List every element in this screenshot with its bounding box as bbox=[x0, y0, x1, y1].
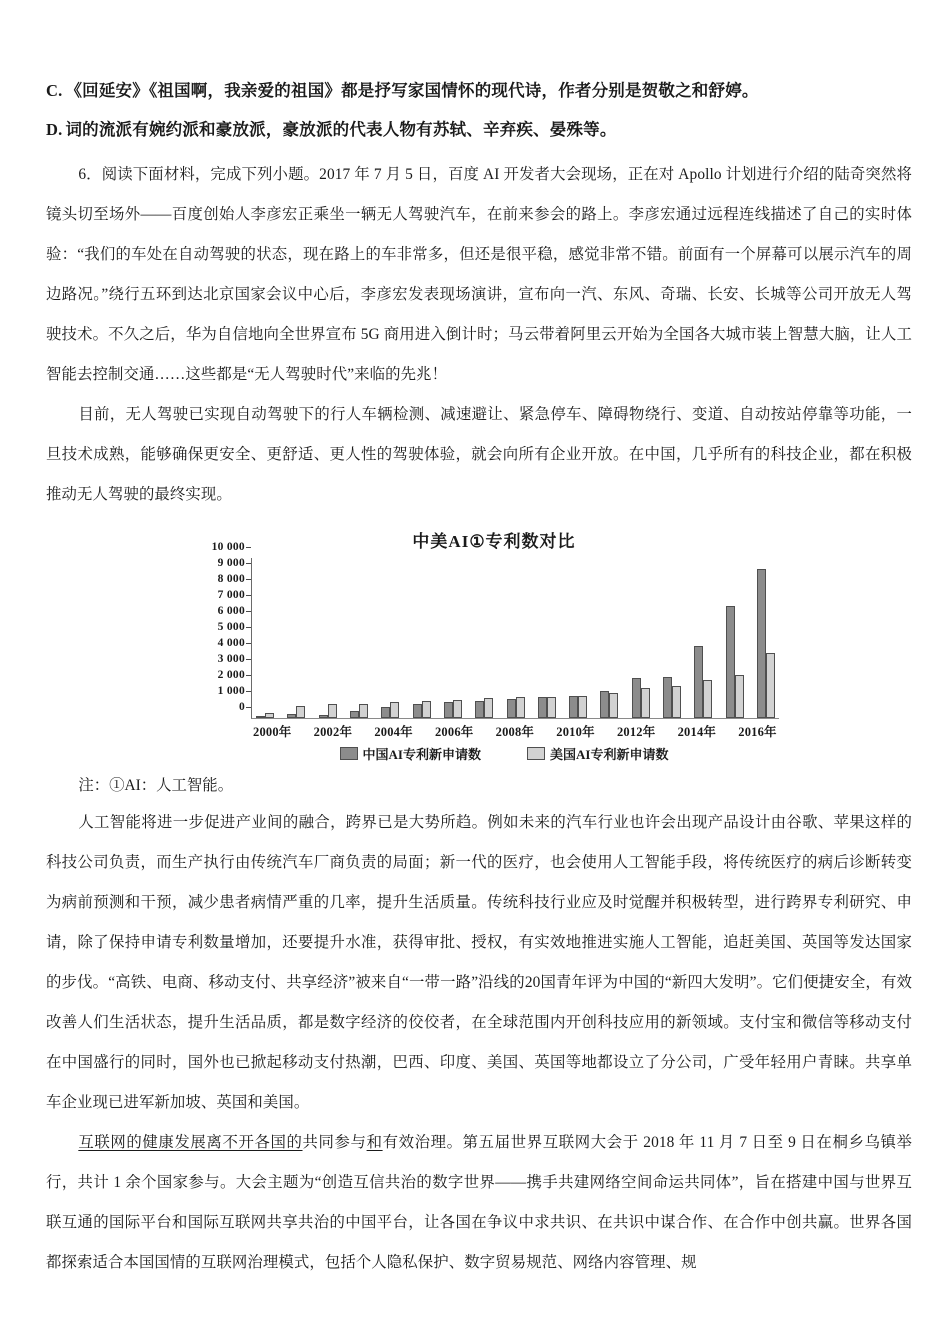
y-axis-tick: 7 000 bbox=[218, 589, 245, 601]
bar-usa bbox=[453, 700, 462, 718]
legend-label: 美国AI专利新申请数 bbox=[550, 747, 669, 763]
y-axis bbox=[179, 541, 251, 719]
x-axis-tick-label: 2002年 bbox=[313, 725, 353, 740]
legend-label: 中国AI专利新申请数 bbox=[362, 747, 481, 763]
underlined-phrase-b: 和 bbox=[366, 1134, 383, 1152]
option-d-letter: D. bbox=[46, 119, 63, 139]
bar-china bbox=[413, 704, 422, 718]
bar-china bbox=[694, 646, 703, 718]
y-axis-tick: 2 000 bbox=[218, 669, 245, 681]
legend-item bbox=[527, 744, 668, 763]
bar-china bbox=[632, 678, 641, 718]
bar-group bbox=[256, 558, 274, 718]
bar-usa bbox=[641, 688, 650, 718]
bar-group bbox=[350, 558, 368, 718]
bar-usa bbox=[359, 704, 368, 718]
chart-bars bbox=[251, 558, 779, 719]
chart-figure bbox=[46, 527, 912, 763]
option-c-letter: C. bbox=[46, 81, 63, 100]
bar-group bbox=[757, 558, 775, 718]
bar-usa bbox=[516, 697, 525, 718]
option-c-text: 《回延安》《祖国啊，我亲爱的祖国》都是抒写家国情怀的现代诗，作者分别是贺敬之和舒婷。 bbox=[65, 81, 759, 100]
bar-china bbox=[287, 714, 296, 718]
x-axis-tick-label: 2006年 bbox=[434, 725, 474, 740]
option-c bbox=[46, 78, 912, 104]
bar-usa bbox=[578, 696, 587, 718]
paragraph-current-status: 目前，无人驾驶已实现自动驾驶下的行人车辆检测、减速避让、紧急停车、障碍物绕行、变道、自动按站停靠等功能，一旦技术成熟，能够确保更安全、更舒适、更人性的驾驶体验，就会向所有企业开放。在中国，几乎所有的科技企业，都在积极推动无人驾驶的最终实现。 bbox=[46, 406, 912, 504]
bar-usa bbox=[766, 653, 775, 719]
bar-china bbox=[256, 716, 265, 718]
paragraph-internet-governance bbox=[46, 1123, 912, 1283]
bar-usa bbox=[547, 697, 556, 718]
bar-usa bbox=[328, 704, 337, 718]
paragraph-ai-industry: 人工智能将进一步促进产业间的融合，跨界已是大势所趋。例如未来的汽车行业也许会出现产品设计由谷歌、苹果这样的科技公司负责，而生产执行由传统汽车厂商负责的局面；新一代的医疗，也会使用人工智能手段，将传统医疗的病后诊断转变为病前预测和干预，减少患者病情严重的几率，提升生活质量。传统科技行业应及时觉醒并积极转型，进行跨界专利研究、申请，除了保持申请专利数量增加，还要提升水准，获得审批、授权，有实效地推进实施人工智能，追赶美国、英国等发达国家的步伐。“高铁、电商、移动支付、共享经济”被来自“一带一路”沿线的20国青年评为中国的“新四大发明”。它们便捷安全，有效改善人们生活状态，提升生活品质，都是数字经济的佼佼者，在全球范围内开创科技应用的新领域。支付宝和微信等移动支付在中国盛行的同时，国外也已掀起移动支付热潮，巴西、印度、美国、英国等地都设立了分公司，广受年轻用户青睐。共享单车企业现已进军新加坡、英国和美国。 bbox=[46, 814, 912, 1112]
bar-china bbox=[319, 715, 328, 718]
bar-group bbox=[632, 558, 650, 718]
bar-usa bbox=[484, 698, 493, 718]
bar-usa bbox=[609, 693, 618, 719]
bar-group bbox=[507, 558, 525, 718]
x-axis-tick-label: 2016年 bbox=[738, 725, 777, 740]
x-axis-tick-label: 2000年 bbox=[253, 725, 292, 740]
y-axis-tick: 8 000 bbox=[218, 573, 245, 585]
y-axis-tick: 3 000 bbox=[218, 653, 245, 665]
bar-group bbox=[538, 558, 556, 718]
bar-usa bbox=[296, 706, 305, 718]
bar-china bbox=[726, 606, 735, 718]
y-axis-tick: 6 000 bbox=[218, 605, 245, 617]
y-axis-tick: 0 bbox=[239, 701, 245, 713]
bar-china bbox=[444, 702, 453, 718]
y-axis-tick: 1 000 bbox=[218, 685, 245, 697]
bar-china bbox=[350, 711, 359, 718]
internet-rest-text: 有效治理。第五届世界互联网大会于 2018 年 11 月 7 日至 9 日在桐乡乌镇举行，共计 1 余个国家参与。大会主题为“创造互信共治的数字世界——携手共建网络空间命运共同体”，旨在搭建中国与世界互联互通的国际平台和国际互联网共享共治的中国平台，让各国在争议中求共识、在共识中谋合作、在合作中创共赢。世界各国都探索适合本国国情的互联网治理模式，包括个人隐私保护、数字贸易规范、网络内容管理、规 bbox=[46, 1134, 912, 1272]
bar-group bbox=[600, 558, 618, 718]
x-axis-tick-label: 2012年 bbox=[616, 725, 656, 740]
y-axis-tick: 4 000 bbox=[218, 637, 245, 649]
bar-group bbox=[569, 558, 587, 718]
bar-china bbox=[757, 569, 766, 718]
x-axis-labels bbox=[251, 722, 779, 740]
bar-usa bbox=[735, 675, 744, 718]
bar-china bbox=[569, 696, 578, 718]
bar-chart bbox=[179, 527, 779, 763]
chart-legend bbox=[229, 744, 779, 763]
legend-item bbox=[340, 744, 481, 763]
bar-group bbox=[726, 558, 744, 718]
underlined-phrase-a: 互联网的健康发展离不开各国的 bbox=[78, 1134, 303, 1152]
bar-group bbox=[694, 558, 712, 718]
bar-group bbox=[413, 558, 431, 718]
bar-group bbox=[663, 558, 681, 718]
legend-swatch bbox=[340, 747, 358, 760]
legend-swatch bbox=[527, 747, 545, 760]
question-6-body: 6．阅读下面材料，完成下列小题。2017 年 7 月 5 日，百度 AI 开发者大会现场，正在对 Apollo 计划进行介绍的陆奇突然将镜头切至场外——百度创始人李彦宏正乘坐一辆无人驾驶汽车，在前来参会的路上。李彦宏通过远程连线描述了自己的实时体验：“我们的车处在自动驾驶的状态，现在路上的车非常多，但还是很平稳，感觉非常不错。前面有一个屏幕可以展示汽车的周边路况。”绕行五环到达北京国家会议中心后，李彦宏发表现场演讲，宣布向一汽、东风、奇瑞、长安、长城等公司开放无人驾驶技术。不久之后，华为自信地向全世界宣布 5G 商用进入倒计时；马云带着阿里云开始为全国各大城市装上智慧大脑，让人工智能去控制交通……这些都是“无人驾驶时代”来临的先兆！ bbox=[46, 166, 912, 384]
x-axis-tick-label: 2010年 bbox=[556, 725, 595, 740]
y-axis-tick: 9 000 bbox=[218, 557, 245, 569]
bar-group bbox=[287, 558, 305, 718]
bar-china bbox=[600, 691, 609, 718]
y-axis-tick: 10 000 bbox=[212, 541, 245, 553]
bar-group bbox=[319, 558, 337, 718]
bar-china bbox=[381, 707, 390, 718]
bar-group bbox=[475, 558, 493, 718]
bar-usa bbox=[672, 686, 681, 718]
y-tick-mark bbox=[246, 547, 251, 548]
chart-title: 中美AI①专利数对比 bbox=[412, 532, 576, 552]
x-axis-tick-label: 2008年 bbox=[495, 725, 535, 740]
bar-china bbox=[507, 699, 516, 718]
bar-usa bbox=[703, 680, 712, 718]
bar-china bbox=[663, 677, 672, 719]
bar-group bbox=[444, 558, 462, 718]
option-d bbox=[46, 117, 912, 143]
bar-usa bbox=[390, 702, 399, 718]
bar-group bbox=[381, 558, 399, 718]
x-axis-tick-label: 2004年 bbox=[374, 725, 413, 740]
bar-usa bbox=[265, 713, 274, 719]
x-axis-tick-label: 2014年 bbox=[677, 725, 717, 740]
y-axis-tick: 5 000 bbox=[218, 621, 245, 633]
bar-china bbox=[538, 697, 547, 719]
figure-note: 注：①AI：人工智能。 bbox=[78, 777, 234, 795]
bar-china bbox=[475, 701, 484, 719]
bar-usa bbox=[422, 701, 431, 718]
mid-phrase-a: 共同参与 bbox=[302, 1134, 367, 1152]
option-d-text: 词的流派有婉约派和豪放派，豪放派的代表人物有苏轼、辛弃疾、晏殊等。 bbox=[65, 119, 617, 139]
